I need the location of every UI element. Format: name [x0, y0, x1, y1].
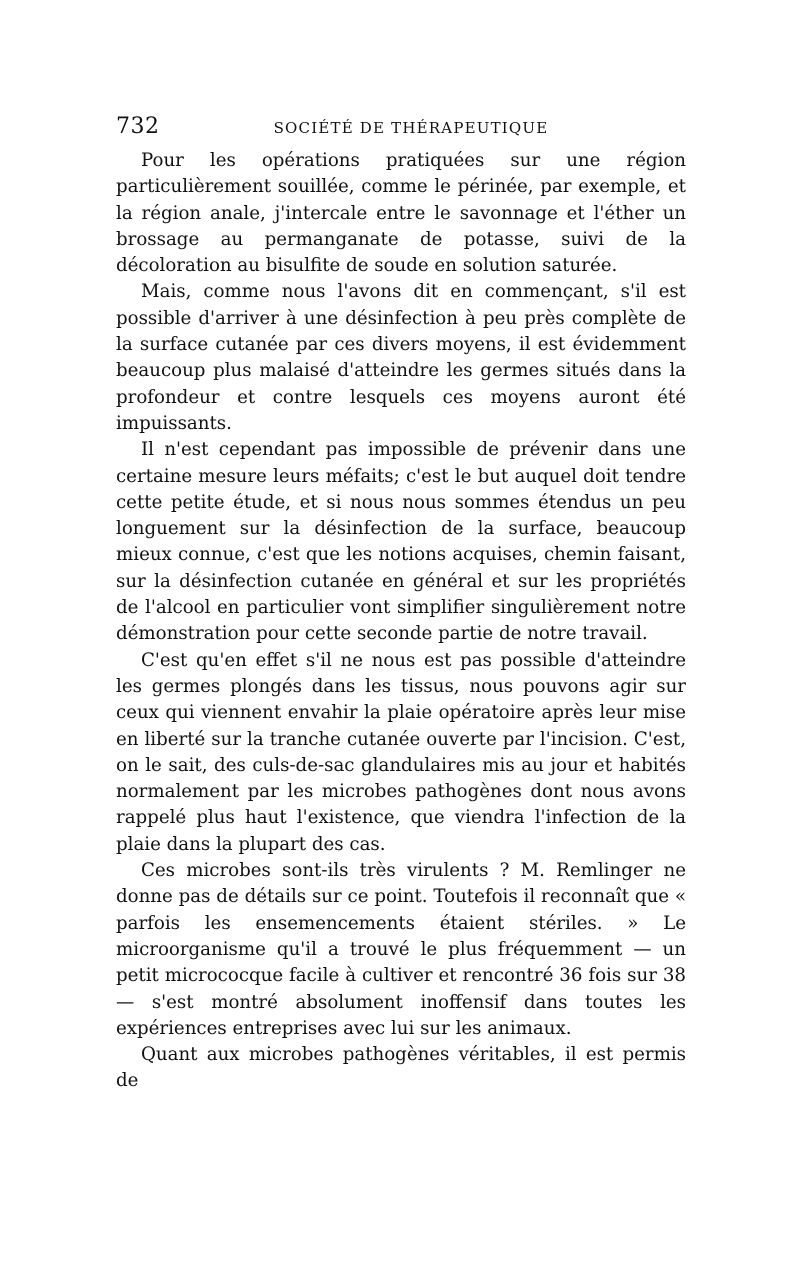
paragraph-wound-infection: C'est qu'en effet s'il ne nous est pas possible d'atteindre les germes plongés dans les tissus, nous pouvons agir sur ceux qui viennent envahir la plaie opératoire après leur mise en liberté sur la tranche cutanée ouverte par l'incision. C'est, on le sait, des culs-de-sac glandulaires mis au jour et habités normalement par les microbes pathogènes dont nous avons rappelé plus haut l'existence, que viendra l'infection de la plaie dans la plupart des cas.: [116, 649, 686, 855]
paragraph-preoperative-brushing: Pour les opérations pratiquées sur une région particulièrement souillée, comme le périnée, par exemple, et la région anale, j'intercale entre le savonnage et l'éther un brossage au permanganate de potasse, suivi de la décoloration au bisulfite de soude en solution saturée.: [116, 150, 686, 277]
paragraph-study-purpose: Il n'est cependant pas impossible de prévenir dans une certaine mesure leurs méfaits; c'est le but auquel doit tendre cette petite étude, et si nous nous sommes étendus un peu longuement sur la désinfection de la surface, beaucoup mieux connue, c'est que les notions acquises, chemin faisant, sur la désinfection cutanée en général et sur les propriétés de l'alcool en particulier vont simplifier singulièrement notre démonstration pour cette seconde partie de notre travail.: [116, 439, 686, 645]
page-header: [116, 112, 686, 142]
paragraph-deep-germs: Mais, comme nous l'avons dit en commençant, s'il est possible d'arriver à une désinfection à peu près complète de la surface cutanée par ces divers moyens, il est évidemment beaucoup plus malaisé d'atteindre les germes situés dans la profondeur et contre lesquels ces moyens auront été impuissants.: [116, 281, 686, 434]
running-title: SOCIÉTÉ DE THÉRAPEUTIQUE: [273, 119, 549, 137]
body-text: [116, 148, 686, 1095]
paragraph-pathogenic-microbes: Quant aux microbes pathogènes véritables, il est permis de: [116, 1044, 686, 1092]
page-number: 732: [116, 114, 160, 139]
paragraph-microbe-virulence: Ces microbes sont-ils très virulents ? M. Remlinger ne donne pas de détails sur ce point. Toutefois il reconnaît que « parfois les ensemencements étaient stériles. » Le microorganisme qu'il a trouvé le plus fréquemment — un petit micrococque facile à cultiver et rencontré 36 fois sur 38 — s'est montré absolument inoffensif dans toutes les expériences entreprises avec lui sur les animaux.: [116, 860, 686, 1039]
